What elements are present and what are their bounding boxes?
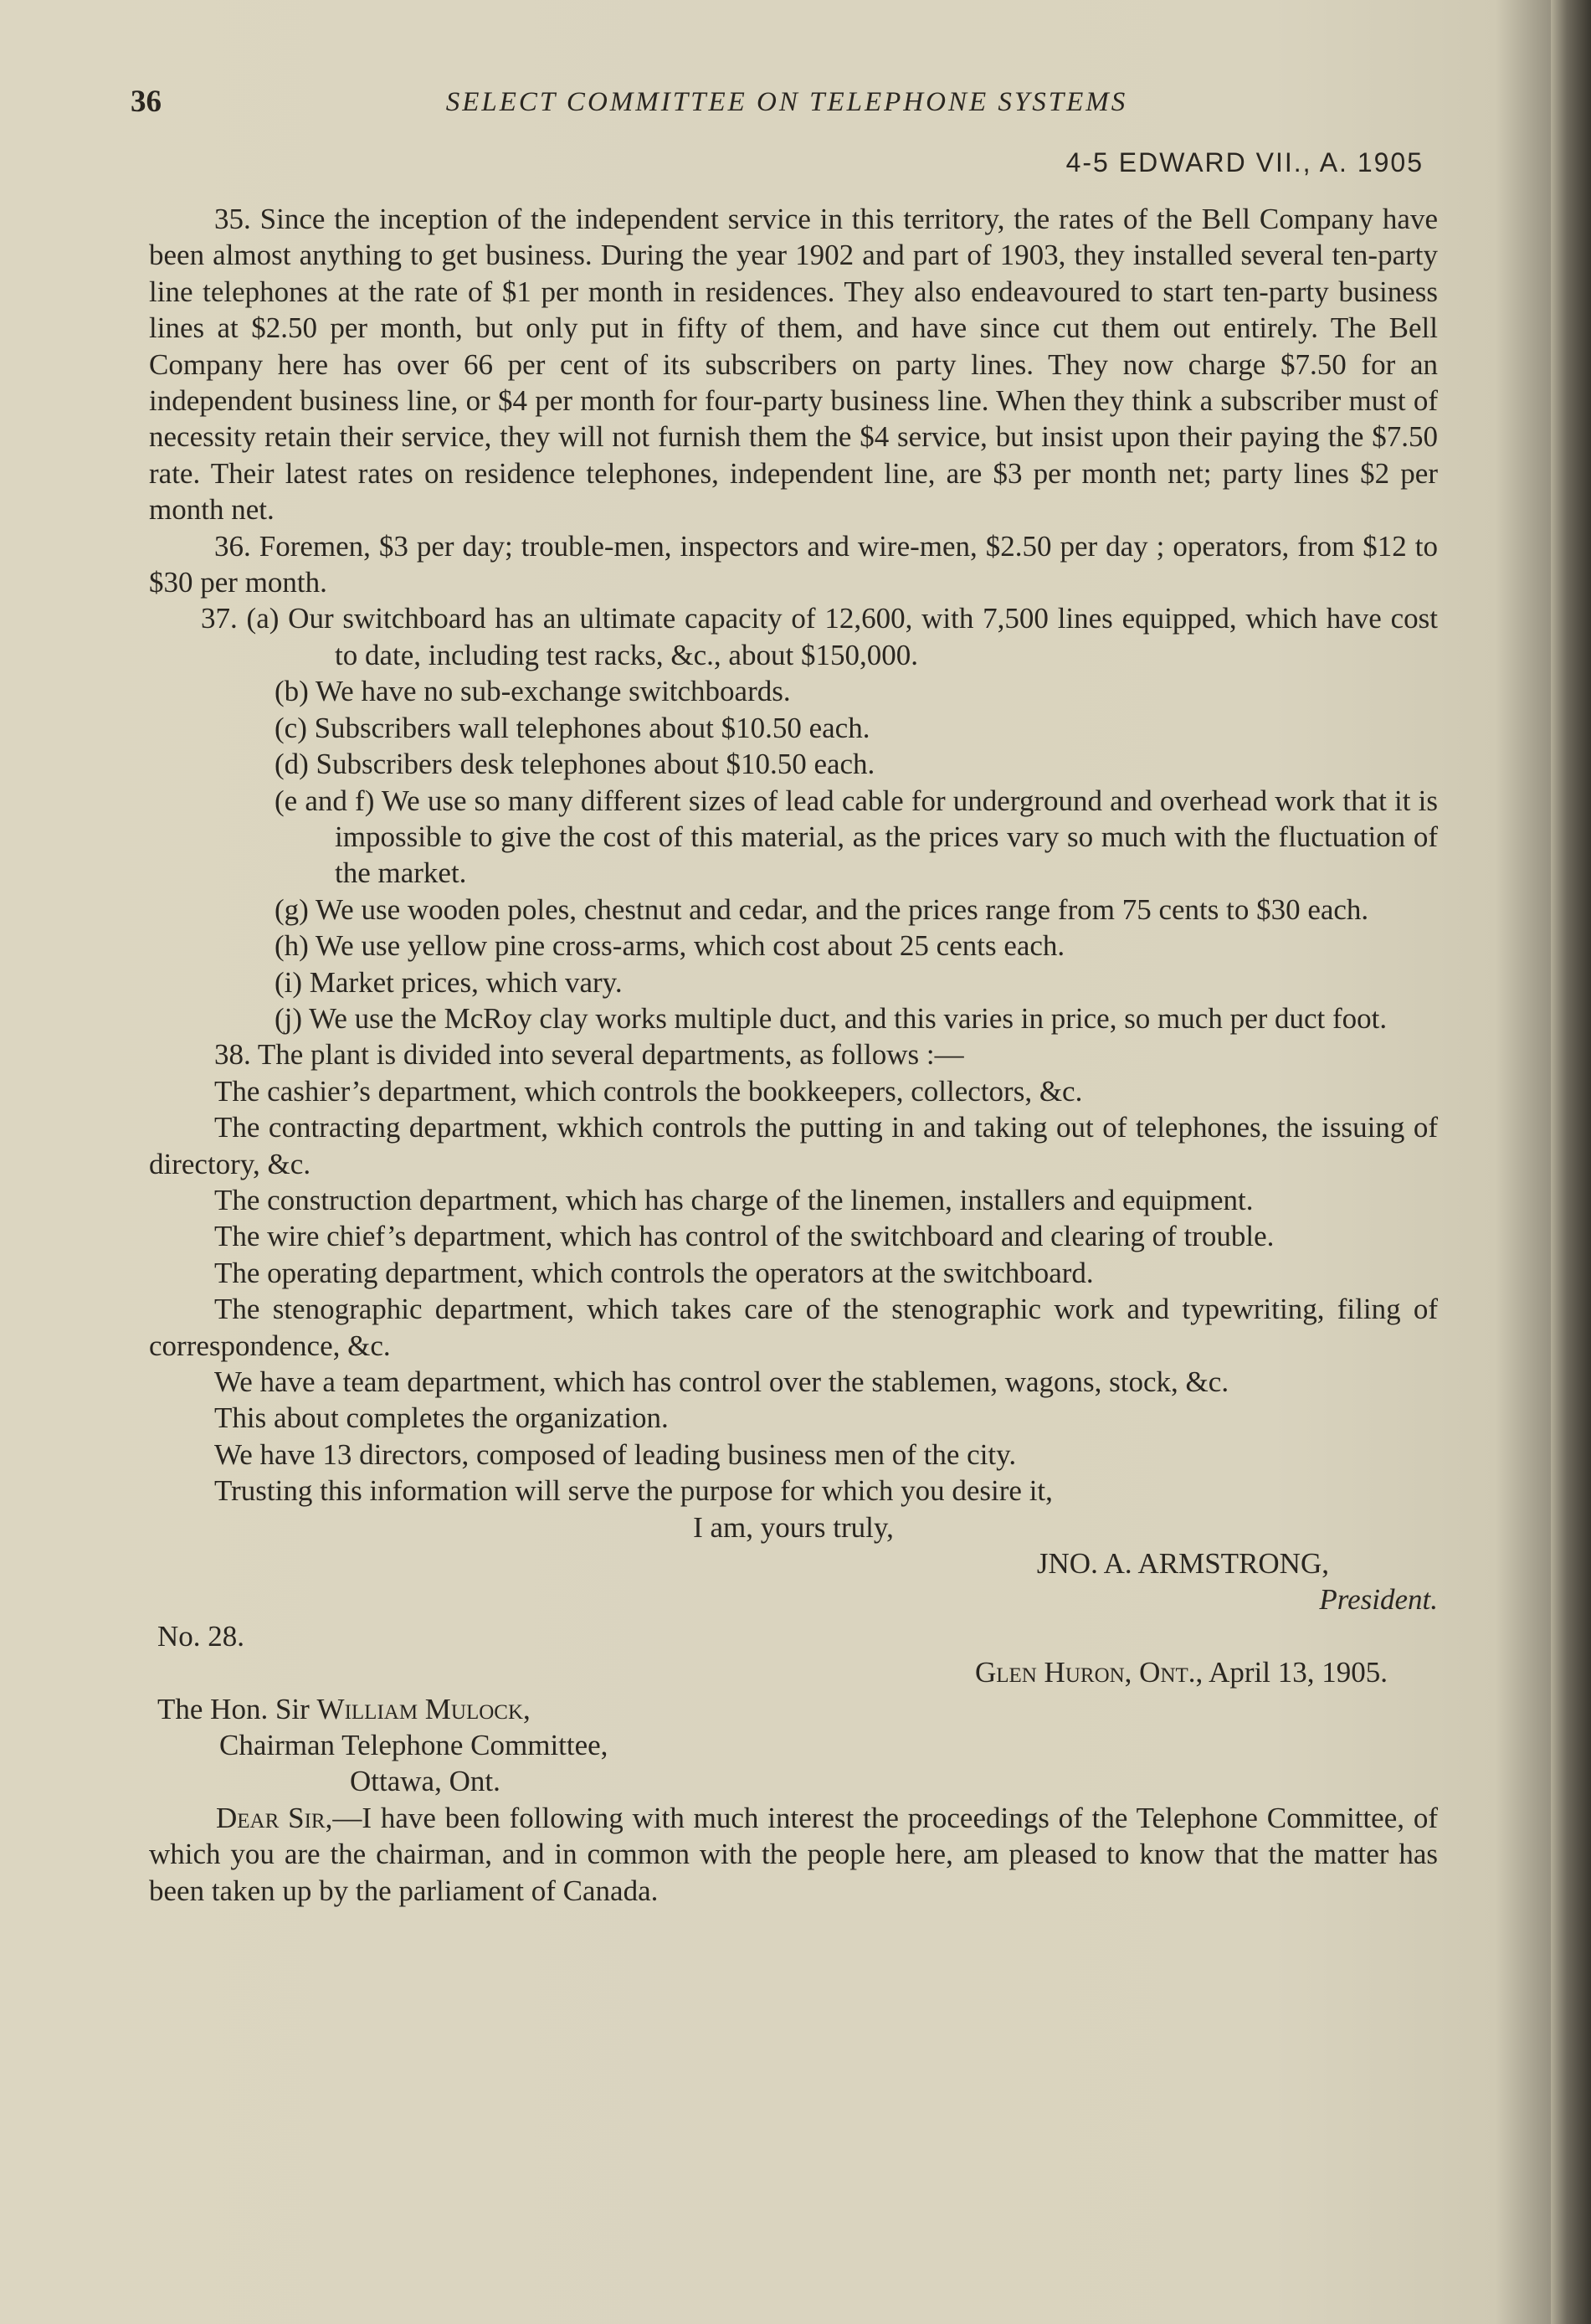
addressee-line-1 (149, 1691, 1438, 1727)
letter-body-text: —I have been following with much interest the proceedings of the Telephone Committee, of which you are the chairman, and in common with the people here, am pleased to know that the matter has been taken up by the parliament of Canada. (149, 1801, 1439, 1907)
paragraph-37d: (d) Subscribers desk telephones about $10.50 each. (275, 748, 875, 781)
paragraph-37h: (h) We use yellow pine cross-arms, which cost about 25 cents each. (275, 929, 1065, 963)
addressee-line-2: Chairman Telephone Committee, (219, 1729, 608, 1762)
department-team: We have a team department, which has control over the stablemen, wagons, stock, &c. (214, 1365, 1229, 1398)
closing-phrase: I am, yours truly, (693, 1510, 894, 1544)
paragraph-36: 36. Foremen, $3 per day; trouble-men, inspectors and wire-men, $2.50 per day ; operators, from $12 to $30 per month. (149, 529, 1438, 599)
paragraph-37b: (b) We have no sub-exchange switchboards. (275, 675, 791, 708)
paragraph-37a: 37. (a) Our switchboard has an ultimate capacity of 12,600, with 7,500 lines equipped, which have cost to date, including test racks, &c., about $150,000. (201, 602, 1438, 671)
signature-title: President. (1319, 1583, 1438, 1617)
paragraph-35: 35. Since the inception of the independent service in this territory, the rates of the Bell Company have been almost anything to get business. During the year 1902 and part of 1903, they installed several ten-party line telephones at the rate of $1 per month in residences. They also endeavoured to start ten-party business lines at $2.50 per month, but only put in fifty of them, and have since cut them out entirely. The Bell Company here has over 66 per cent of its subscribers on party lines. They now charge $7.50 for an independent business line, or $4 per month for four-party business line. When they think a subscriber must of necessity retain their service, they will not furnish them the $4 service, but insist upon their paying the $7.50 rate. Their latest rates on residence telephones, independent line, are $3 per month net; party lines $2 per month net. (149, 203, 1438, 527)
letter-dateline (149, 1654, 1438, 1690)
paragraph-37j: (j) We use the McRoy clay works multiple duct, and this varies in price, so much per duct foot. (275, 1001, 1388, 1035)
paragraph-37c: (c) Subscribers wall telephones about $10.50 each. (275, 711, 870, 744)
page-number: 36 (131, 85, 162, 119)
department-contracting: The contracting department, wkhich controls the putting in and taking out of telephones, the issuing of directory, &c. (149, 1111, 1438, 1180)
addressee-line-3: Ottawa, Ont. (350, 1765, 500, 1798)
closing-sentence: Trusting this information will serve the purpose for which you desire it, (214, 1474, 1053, 1508)
addressee-name: William Mulock, (316, 1692, 531, 1725)
paragraph-37g: (g) We use wooden poles, chestnut and cedar, and the prices range from 75 cents to $30 each. (275, 892, 1369, 926)
department-stenographic: The stenographic department, which takes care of the stenographic work and typewriting, filing of correspondence, &c. (149, 1293, 1438, 1362)
paragraph-37i: (i) Market prices, which vary. (275, 965, 623, 999)
document-body (149, 201, 1438, 1909)
department-wire-chief: The wire chief’s department, which has control of the switchboard and clearing of trouble. (214, 1220, 1275, 1253)
page-header (126, 84, 1448, 134)
salutation: Dear Sir, (216, 1801, 333, 1834)
department-operating: The operating department, which controls the operators at the switchboard. (214, 1256, 1094, 1289)
book-spine-shadow (1551, 0, 1591, 2324)
running-title: SELECT COMMITTEE ON TELEPHONE SYSTEMS (445, 87, 1128, 117)
signature-name: JNO. A. ARMSTRONG, (1036, 1547, 1329, 1581)
letter-place: Glen Huron, Ont., (974, 1656, 1204, 1689)
letter-body (149, 1800, 1438, 1909)
paragraph-38: 38. The plant is divided into several departments, as follows :— (214, 1038, 964, 1072)
session-label: 4-5 EDWARD VII., A. 1905 (1065, 147, 1424, 177)
letter-date: April 13, 1905. (1209, 1656, 1388, 1689)
addressee-prefix: The Hon. Sir (157, 1692, 310, 1725)
department-construction: The construction department, which has charge of the linemen, installers and equipment. (214, 1183, 1254, 1216)
letter-number: No. 28. (157, 1619, 245, 1653)
department-cashier: The cashier’s department, which controls the bookkeepers, collectors, &c. (214, 1074, 1083, 1108)
organization-note: This about completes the organization. (214, 1401, 669, 1435)
directors-note: We have 13 directors, composed of leading business men of the city. (214, 1437, 1017, 1471)
paragraph-37ef: (e and f) We use so many different sizes of lead cable for underground and overhead work that it is impossible to give the cost of this material, as the prices vary so much with the fluctuation of the market. (275, 784, 1438, 890)
